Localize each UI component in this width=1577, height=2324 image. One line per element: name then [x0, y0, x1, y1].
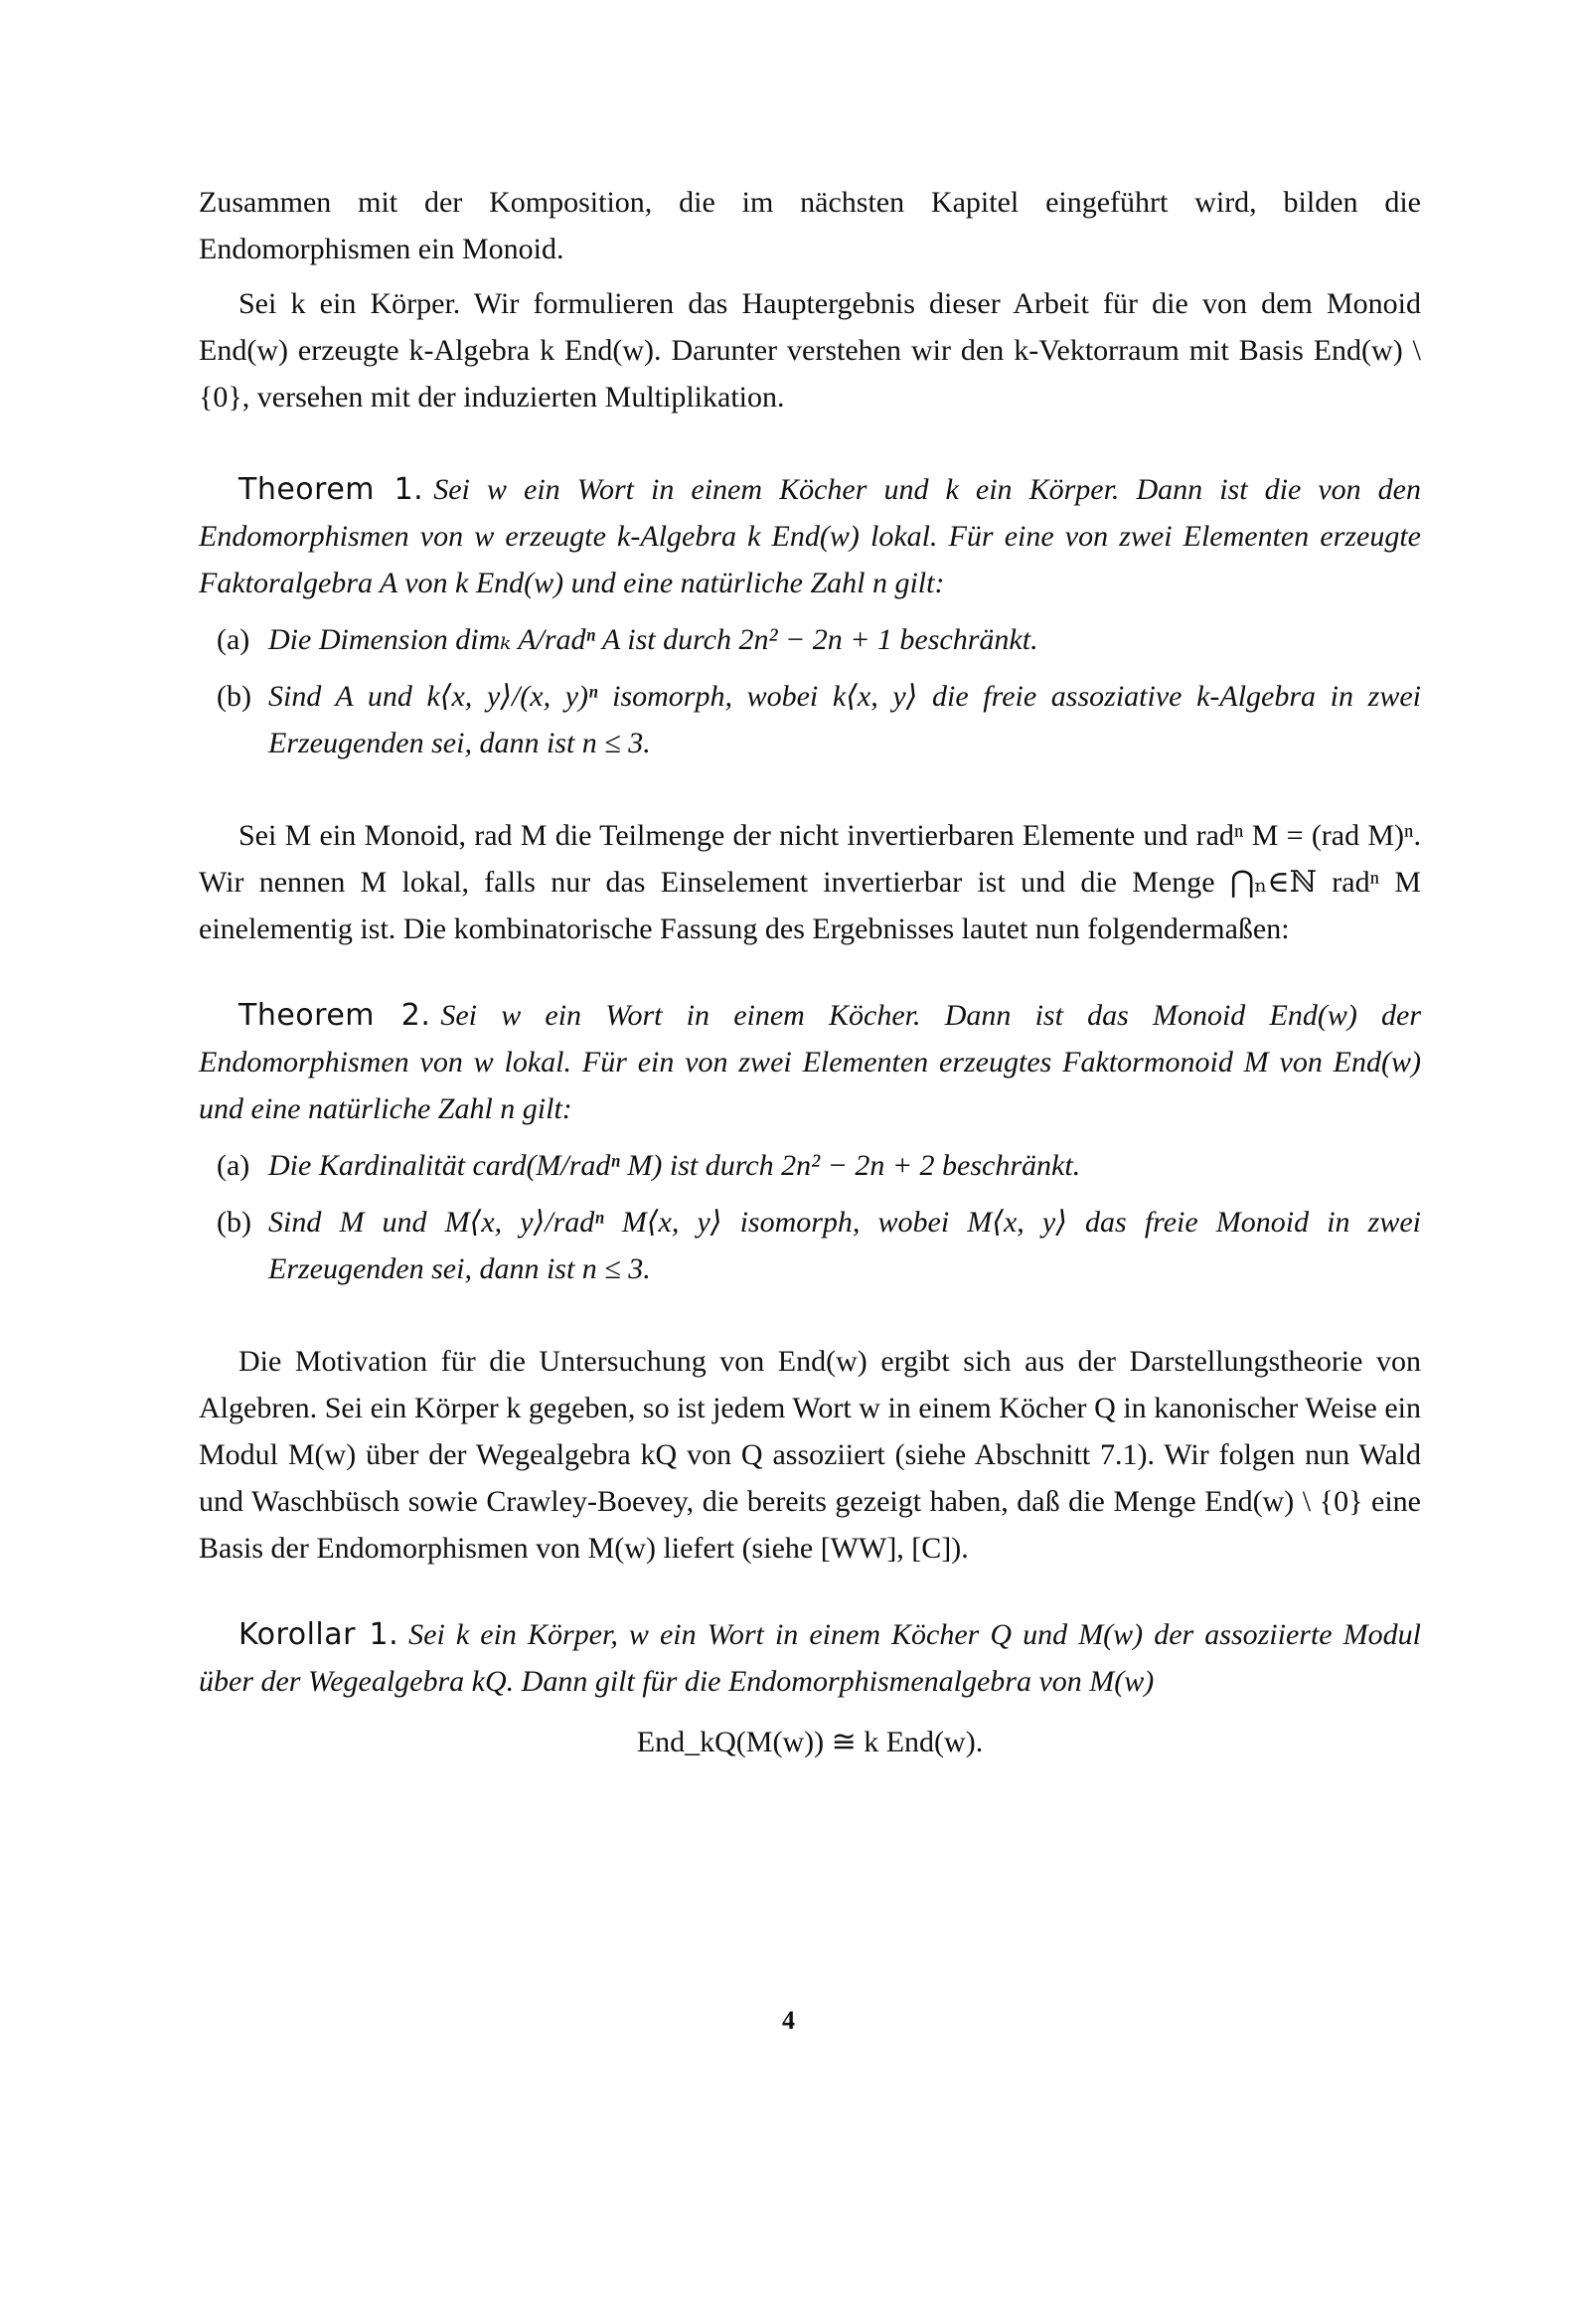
page-body	[199, 179, 1421, 1765]
item-text: Sind M und M⟨x, y⟩/radⁿ M⟨x, y⟩ isomorph, wobei M⟨x, y⟩ das freie Monoid in zwei Erzeugenden sei, dann ist n ≤ 3.	[268, 1206, 1421, 1285]
item-label: (a)	[217, 1149, 250, 1182]
theorem-1-heading: Theorem 1.	[238, 472, 424, 507]
theorem-2-item-b	[217, 1199, 1421, 1292]
page-number: 4	[782, 2006, 795, 2035]
theorem-2	[199, 992, 1421, 1292]
item-text: Die Dimension dimₖ A/radⁿ A ist durch 2n² − 2n + 1 beschränkt.	[268, 623, 1038, 656]
corollary-1	[199, 1611, 1421, 1765]
theorem-1-statement: Sei w ein Wort in einem Köcher und k ein Körper. Dann ist die von den Endomorphismen von w erzeugte k-Algebra k End(w) lokal. Für eine von zwei Elementen erzeugte Faktoralgebra A von k End(w) und eine natürliche Zahl n gilt:	[199, 473, 1421, 599]
corollary-1-formula: End_kQ(M(w)) ≅ k End(w).	[636, 1726, 984, 1758]
item-label: (b)	[217, 680, 251, 713]
theorem-2-item-a	[217, 1142, 1421, 1189]
theorem-1-item-b	[217, 673, 1421, 766]
item-text: Die Kardinalität card(M/radⁿ M) ist durch 2n² − 2n + 2 beschränkt.	[268, 1149, 1081, 1182]
corollary-1-heading: Korollar 1.	[238, 1617, 399, 1652]
item-label: (b)	[217, 1206, 251, 1239]
item-label: (a)	[217, 623, 250, 656]
paragraph-monoid-definition: Sei M ein Monoid, rad M die Teilmenge der nicht invertierbaren Elemente und radⁿ M = (rad M)ⁿ. Wir nennen M lokal, falls nur das Einselement invertierbar ist und die Menge ⋂ₙ∈ℕ radⁿ M einelementig ist. Die kombinatorische Fassung des Ergebnisses lautet nun folgendermaßen:	[199, 819, 1421, 945]
paragraph-composition: Zusammen mit der Komposition, die im nächsten Kapitel eingeführt wird, bilden die Endomorphismen ein Monoid.	[199, 186, 1421, 265]
theorem-2-heading: Theorem 2.	[238, 998, 431, 1033]
theorem-2-statement: Sei w ein Wort in einem Köcher. Dann ist das Monoid End(w) der Endomorphismen von w lokal. Für ein von zwei Elementen erzeugtes Faktormonoid M von End(w) und eine natürliche Zahl n gilt:	[199, 999, 1421, 1125]
paragraph-motivation: Die Motivation für die Untersuchung von End(w) ergibt sich aus der Darstellungstheorie von Algebren. Sei ein Körper k gegeben, so ist jedem Wort w in einem Köcher Q in kanonischer Weise ein Modul M(w) über der Wegealgebra kQ von Q assoziiert (siehe Abschnitt 7.1). Wir folgen nun Wald und Waschbüsch sowie Crawley-Boevey, die bereits gezeigt haben, daß die Menge End(w) \ {0} eine Basis der Endomorphismen von M(w) liefert (siehe [WW], [C]).	[199, 1345, 1421, 1565]
item-text: Sind A und k⟨x, y⟩/(x, y)ⁿ isomorph, wobei k⟨x, y⟩ die freie assoziative k-Algebra in zwei Erzeugenden sei, dann ist n ≤ 3.	[268, 680, 1421, 759]
corollary-1-statement: Sei k ein Körper, w ein Wort in einem Köcher Q und M(w) der assoziierte Modul über der Wegealgebra kQ. Dann gilt für die Endomorphismenalgebra von M(w)	[199, 1618, 1421, 1698]
theorem-1	[199, 466, 1421, 766]
paragraph-main-result: Sei k ein Körper. Wir formulieren das Hauptergebnis dieser Arbeit für die von dem Monoid End(w) erzeugte k-Algebra k End(w). Darunter verstehen wir den k-Vektorraum mit Basis End(w) \ {0}, versehen mit der induzierten Multiplikation.	[199, 287, 1421, 414]
theorem-1-item-a	[217, 616, 1421, 663]
